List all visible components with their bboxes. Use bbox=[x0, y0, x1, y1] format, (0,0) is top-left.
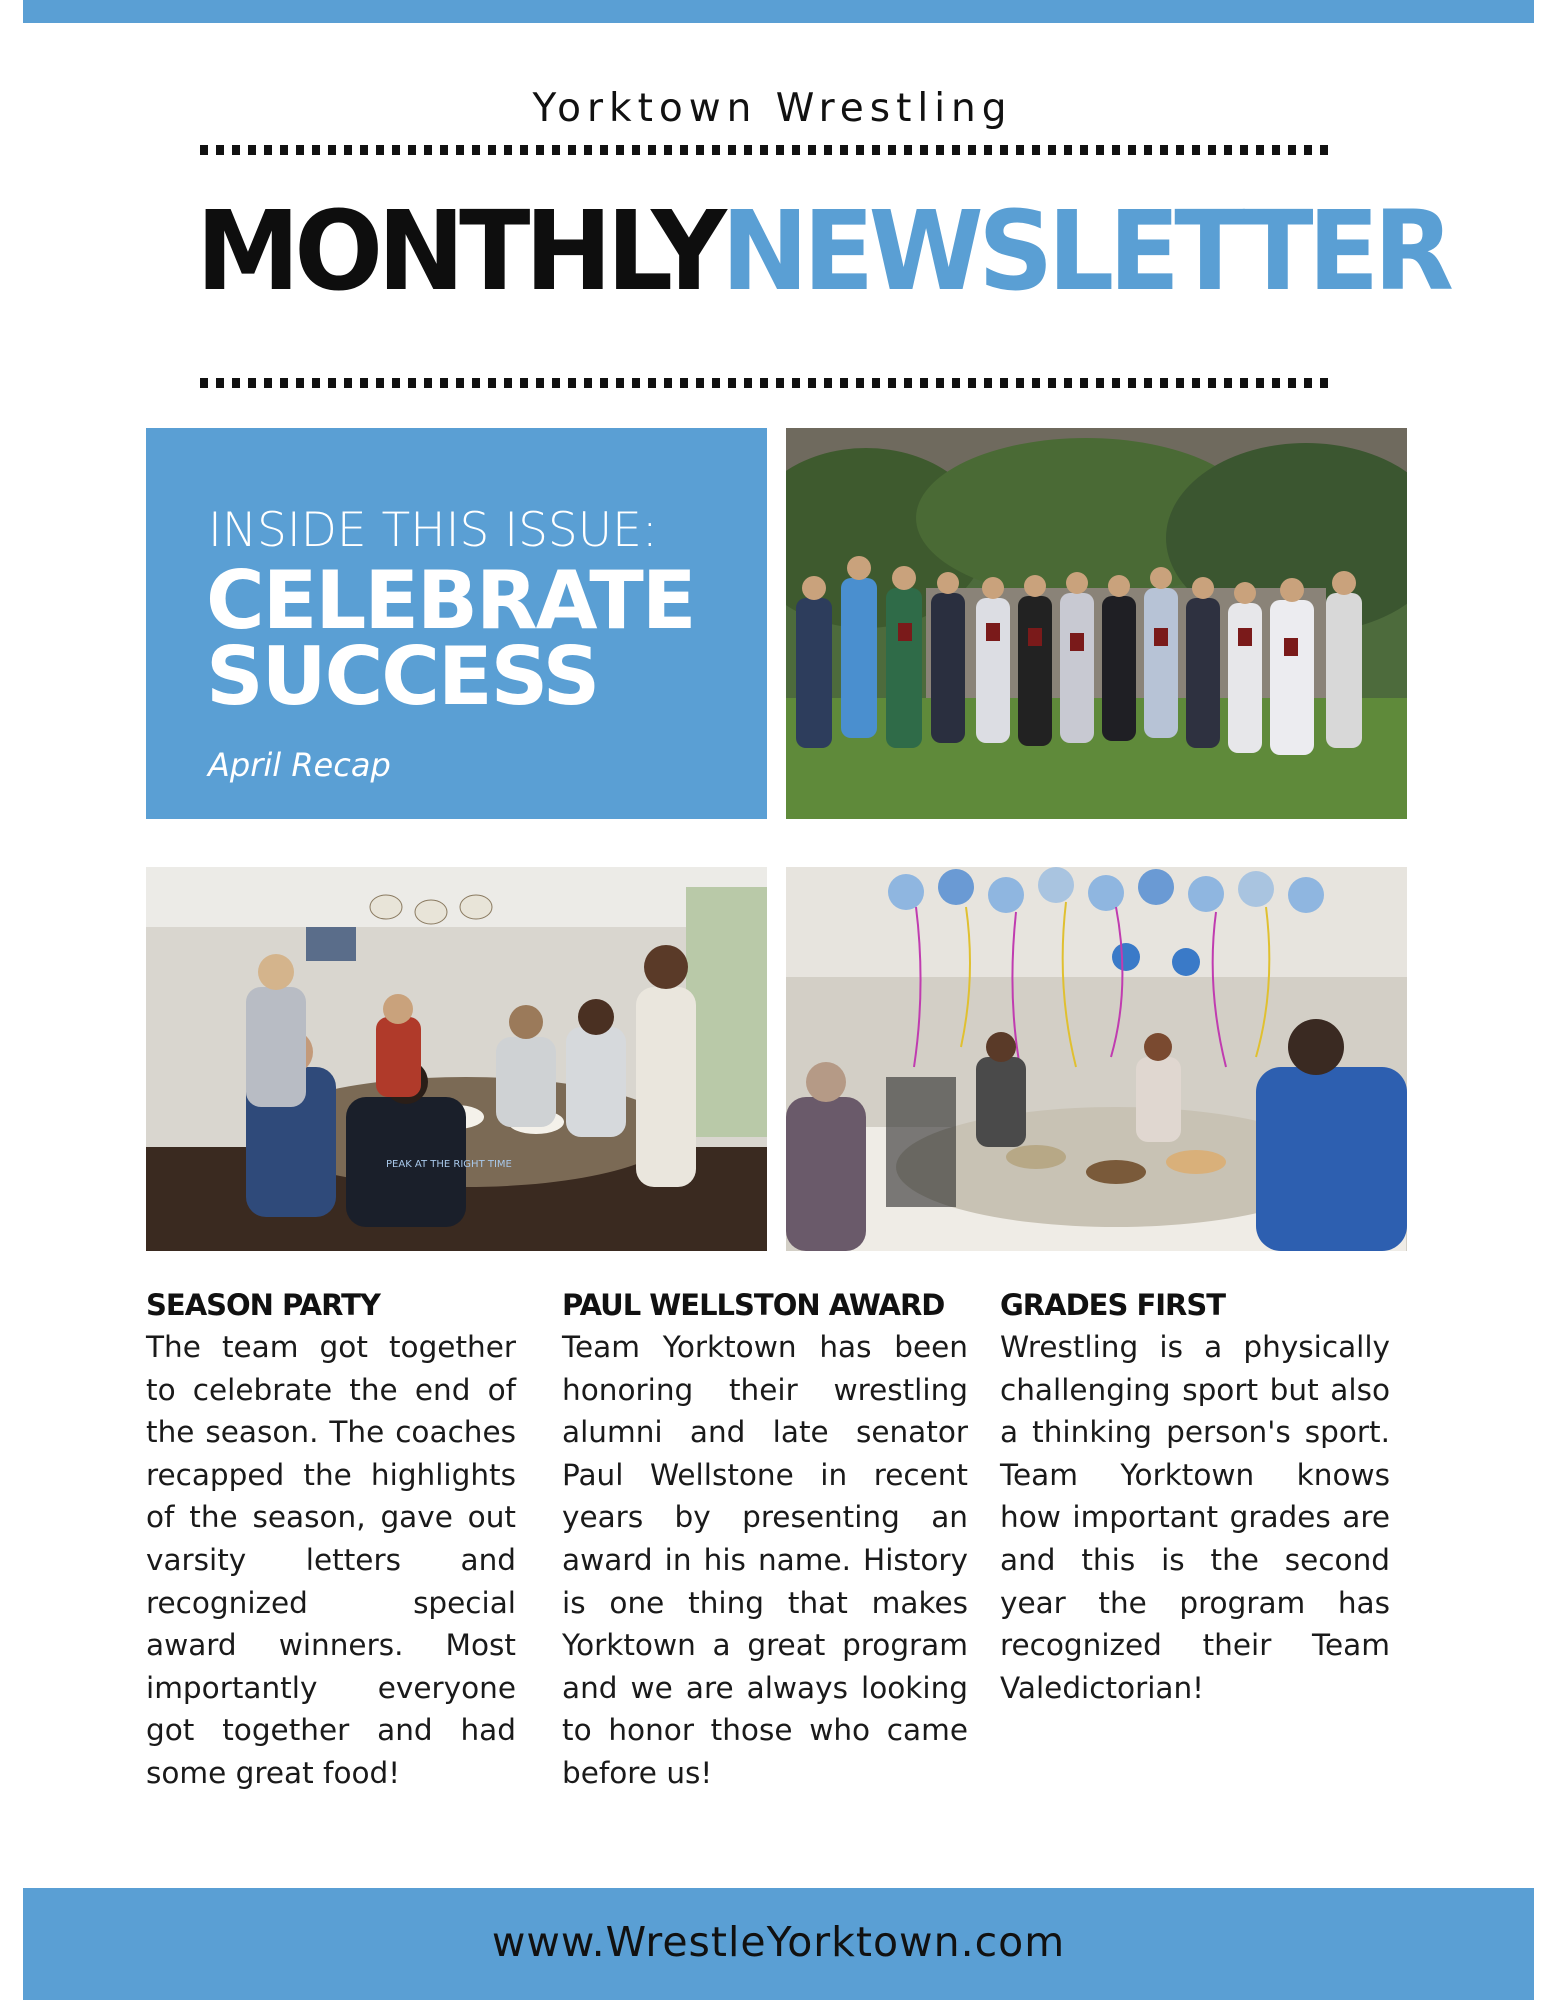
divider-bottom bbox=[200, 378, 1330, 388]
headline-line-1: CELEBRATE bbox=[206, 554, 695, 647]
season-party-table-photo bbox=[146, 867, 767, 1251]
website-link[interactable]: www.WrestleYorktown.com bbox=[491, 1918, 1066, 1966]
article-body: Wrestling is a physically challenging sport but also a thinking person's sport. Team Yorktown knows how important grades are and this is the second year the program has recognized their Team Valedictorian! bbox=[1000, 1330, 1390, 1705]
article-body: Team Yorktown has been honoring their wrestling alumni and late senator Paul Wellstone in recent years by presenting an award in his name. History is one thing that makes Yorktown a great program and we are always looking to honor those who came before us! bbox=[562, 1330, 968, 1790]
newsletter-title bbox=[196, 186, 1449, 316]
title-monthly: MONTHLY bbox=[196, 187, 722, 315]
newsletter-kicker: Yorktown Wrestling bbox=[532, 86, 1013, 131]
team-award-photo bbox=[786, 428, 1407, 819]
party-buffet-photo bbox=[786, 867, 1407, 1251]
divider-top bbox=[200, 145, 1330, 155]
issue-headline bbox=[206, 554, 695, 723]
article-heading: SEASON PARTY bbox=[146, 1288, 380, 1322]
article-heading: PAUL WELLSTON AWARD bbox=[562, 1288, 945, 1322]
article-paul-wellston-award bbox=[562, 1288, 968, 1795]
footer-bar bbox=[23, 1888, 1534, 2000]
inside-this-issue-panel bbox=[146, 428, 767, 819]
article-grades-first bbox=[1000, 1288, 1390, 1709]
title-newsletter: NEWSLETTER bbox=[721, 187, 1449, 315]
issue-label: INSIDE THIS ISSUE: bbox=[208, 503, 658, 558]
shirt-text: PEAK AT THE RIGHT TIME bbox=[386, 1159, 512, 1170]
article-heading: GRADES FIRST bbox=[1000, 1288, 1226, 1322]
article-season-party bbox=[146, 1288, 516, 1795]
article-body: The team got together to celebrate the end of the season. The coaches recapped the highlights of the season, gave out varsity letters and recognized special award winners. Most importantly everyone got together and had some great food! bbox=[146, 1330, 516, 1790]
top-accent-bar bbox=[23, 0, 1534, 23]
headline-line-2: SUCCESS bbox=[206, 630, 599, 723]
issue-subtitle: April Recap bbox=[208, 746, 391, 784]
